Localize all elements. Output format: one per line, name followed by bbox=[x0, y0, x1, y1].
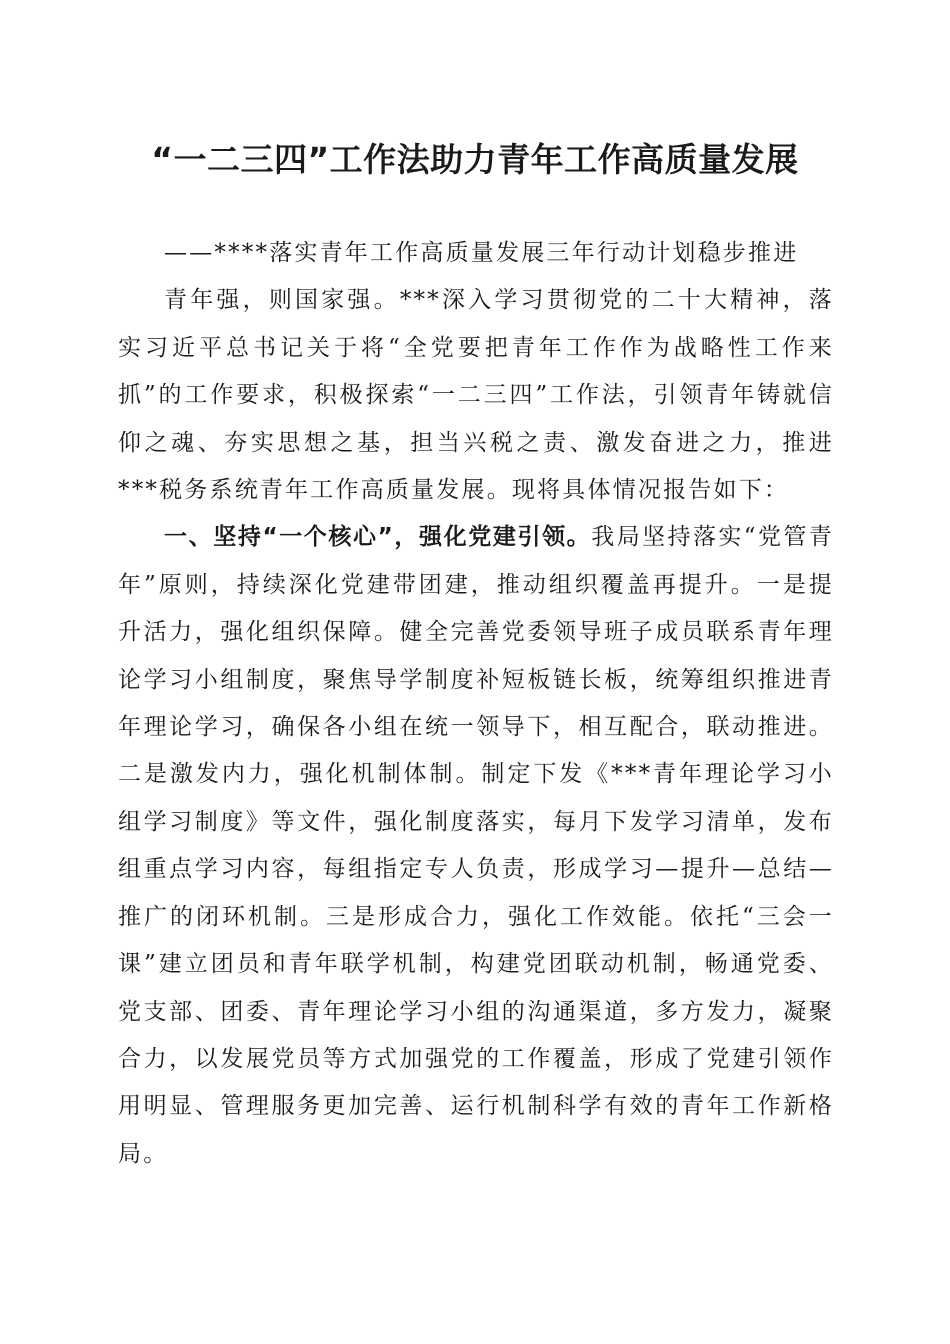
section-1-body: 我局坚持落实“党管青年”原则，持续深化党建带团建，推动组织覆盖再提升。一是提升活力，强化组织保障。健全完善党委领导班子成员联系青年理论学习小组制度，聚焦导学制度补短板链长板，统筹组织推进青年理论学习，确保各小组在统一领导下，相互配合，联动推进。二是激发内力，强化机制体制。制定下发《***青年理论学习小组学习制度》等文件，强化制度落实，每月下发学习清单，发布组重点学习内容，每组指定专人负责，形成学习—提升—总结—推广的闭环机制。三是形成合力，强化工作效能。依托“三会一课”建立团员和青年联学机制，构建党团联动机制，畅通党委、党支部、团委、青年理论学习小组的沟通渠道，多方发力，凝聚合力，以发展党员等方式加强党的工作覆盖，形成了党建引领作用明显、管理服务更加完善、运行机制科学有效的青年工作新格局。 bbox=[118, 524, 834, 1167]
section-1-paragraph bbox=[118, 514, 834, 1178]
section-1-heading: 一、坚持“一个核心”，强化党建引领。 bbox=[164, 524, 592, 551]
document-subtitle: ——****落实青年工作高质量发展三年行动计划稳步推进 bbox=[164, 240, 799, 266]
intro-paragraph: 青年强，则国家强。***深入学习贯彻党的二十大精神，落实习近平总书记关于将“全党要把青年工作作为战略性工作来抓”的工作要求，积极探索“一二三四”工作法，引领青年铸就信仰之魂、夯实思想之基，担当兴税之责、激发奋进之力，推进***税务系统青年工作高质量发展。现将具体情况报告如下： bbox=[118, 287, 834, 504]
document-body bbox=[118, 230, 834, 1178]
document-title: “一二三四”工作法助力青年工作高质量发展 bbox=[151, 140, 799, 179]
